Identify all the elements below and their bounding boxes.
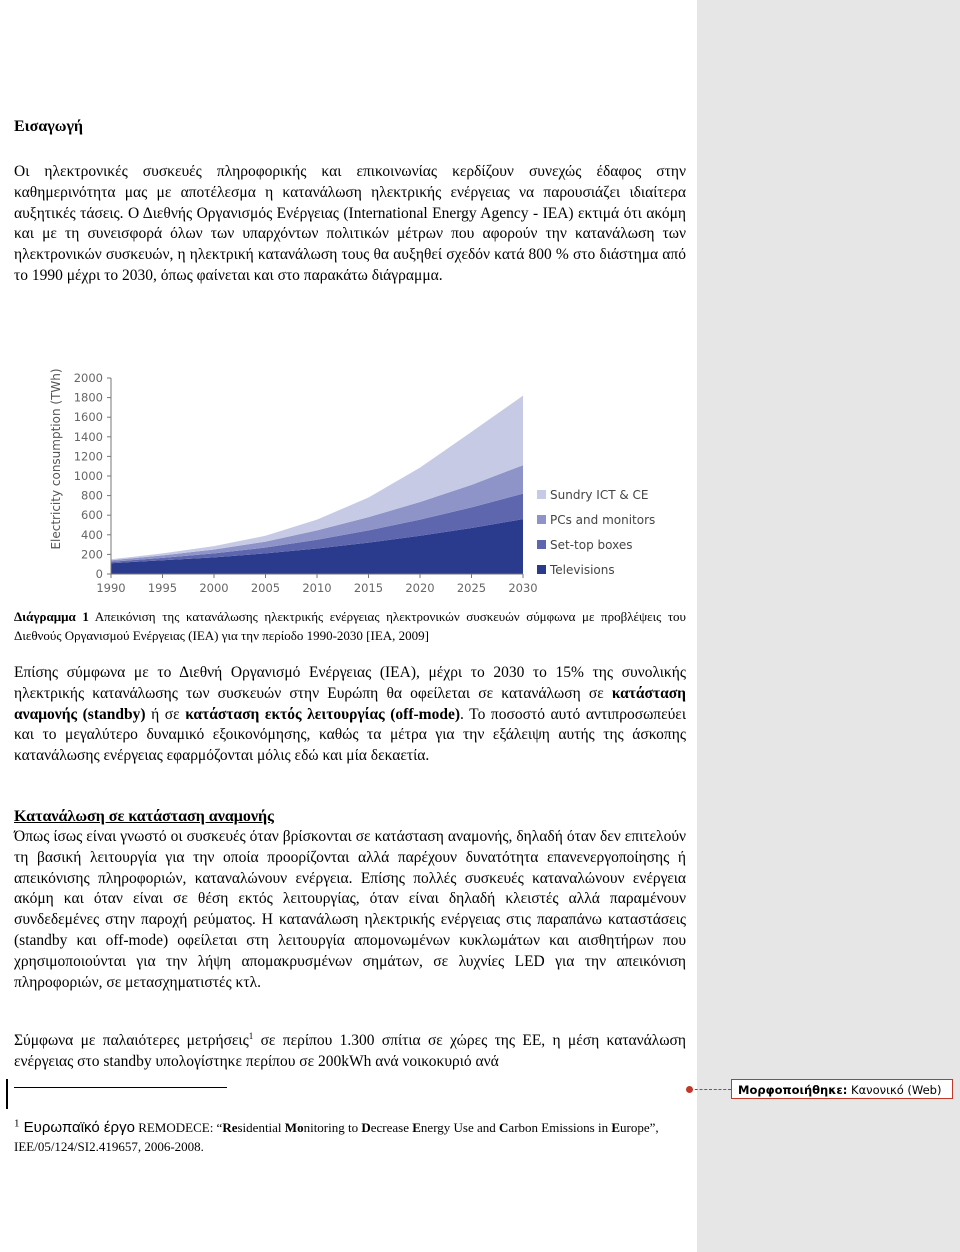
intro-paragraph: Οι ηλεκτρονικές συσκευές πληροφορικής και επικοινωνίας κερδίζουν συνεχώς έδαφος στην καθημερινότητα μας με αποτέλεσμα η κατανάλωση ηλεκτρικής ενέργειας να παρουσιάζει ιδιαίτερα αυξητικές τάσεις. Ο Διεθνής Οργανισμός Ενέργειας (International Energy Agency - IEA) εκτιμά ότι ακόμη και με τη συνεισφορά όλων των υπαρχόντων πολιτικών μέτρων που αφορούν την κατανάλωση των ηλεκτρονικών συσκευών, η ηλεκτρική κατανάλωση τους θα αυξηθεί σχεδόν κατά 800 % στο διάστημα από το 1990 μέχρι το 2030, όπως φαίνεται και στο παρακάτω διάγραμμα. <box>14 163 686 284</box>
section-heading-introduction: Εισαγωγή <box>14 118 84 135</box>
x-tick-label: 1995 <box>147 581 178 595</box>
footnote-text: REMODECE: “ <box>134 1120 223 1135</box>
y-tick-label: 1600 <box>73 410 103 425</box>
legend-swatch <box>537 565 546 574</box>
legend-label: Set-top boxes <box>550 538 633 552</box>
y-tick-label: 200 <box>81 547 103 562</box>
legend-label: Sundry ICT & CE <box>550 488 649 502</box>
p3-text-1: Σύμφωνα με παλαιότερες μετρήσεις <box>14 1032 249 1049</box>
footnote-text: arbon Emissions in <box>508 1120 612 1135</box>
p2-text-3: . Το ποσοστό αυτό αντιπροσωπεύει και το μεγαλύτερο δυναμικό εξοικονόμησης, καθώς τα μέτρα για την εξάλειψη αυτής της άσκοπης κατανάλωσης ενέργειας εφαρμόζονται μόλις εδώ και μία δεκαετία. <box>14 705 686 765</box>
x-tick-label: 2030 <box>508 581 538 595</box>
footnote-text: Re <box>222 1120 238 1135</box>
legend-label: Televisions <box>550 563 615 577</box>
figure-caption <box>14 608 686 645</box>
x-tick-label: 2015 <box>353 581 384 595</box>
y-tick-label: 1000 <box>73 469 103 483</box>
y-tick-label: 1400 <box>73 429 103 444</box>
x-tick-label: 2020 <box>405 581 435 595</box>
caption-text: Απεικόνιση της κατανάλωσης ηλεκτρικής ενέργειας ηλεκτρονικών συσκευών σύμφωνα με προβλέψεις του Διεθνούς Οργανισμού Ενέργειας (IEA) για την περίοδο 1990-2030 [IEA, 2009] <box>14 609 686 643</box>
footnote-text: C <box>499 1120 509 1135</box>
change-bar <box>6 1079 8 1109</box>
footnote <box>14 1118 686 1156</box>
standby-estimate-paragraph <box>14 663 686 767</box>
p2-text-1: Επίσης σύμφωνα με το Διεθνή Οργανισμό Ενέργειας (ΙΕΑ), μέχρι το 2030 το 15% της συνολικής ηλεκτρικής κατανάλωσης των συσκευών στην Ευρώπη θα οφείλεται σε κατανάλωση σε <box>14 664 686 702</box>
comment-margin-panel <box>697 0 960 1252</box>
legend-swatch <box>537 515 546 524</box>
footnote-text: nergy Use and <box>420 1120 500 1135</box>
y-tick-label: 400 <box>81 527 103 542</box>
footnote-text: sidential <box>237 1120 285 1135</box>
comment-value: Κανονικό (Web) <box>847 1083 942 1097</box>
y-axis-label: Electricity consumption (TWh) <box>49 368 63 550</box>
y-tick-label: 2000 <box>73 371 103 385</box>
y-tick-label: 800 <box>81 488 103 503</box>
p2-bold-off-mode: κατάσταση εκτός λειτουργίας (off-mode) <box>185 705 460 723</box>
footnote-ref[interactable]: 1 <box>248 1030 254 1041</box>
legend-swatch <box>537 540 546 549</box>
comment-label: Μορφοποιήθηκε: <box>738 1083 848 1097</box>
y-tick-label: 0 <box>95 567 103 581</box>
footnote-number: 1 <box>14 1117 20 1130</box>
footnote-text: D <box>361 1120 371 1135</box>
x-tick-label: 2000 <box>199 581 229 595</box>
y-tick-label: 1200 <box>73 449 103 464</box>
x-tick-label: 2025 <box>456 581 487 595</box>
y-tick-label: 1800 <box>73 390 103 405</box>
footnote-text: ecrease <box>370 1120 413 1135</box>
footnote-text: E <box>611 1120 621 1135</box>
electricity-consumption-chart <box>46 367 661 599</box>
footnote-text: urope”, IEE/05/124/SI2.419657, 2006-2008. <box>14 1120 659 1154</box>
measurements-paragraph <box>14 1031 686 1073</box>
x-tick-label: 1990 <box>96 581 126 595</box>
x-tick-label: 2005 <box>250 581 281 595</box>
caption-label: Διάγραμμα 1 <box>14 609 89 624</box>
footnote-text: E <box>412 1120 421 1135</box>
legend-label: PCs and monitors <box>550 513 656 527</box>
legend-swatch <box>537 490 546 499</box>
y-tick-label: 600 <box>81 508 103 523</box>
section-heading-standby: Κατανάλωση σε κατάσταση αναμονής <box>14 808 274 825</box>
p3-text-2: σε περίπου 1.300 σπίτια σε χώρες της ΕΕ, η μέση κατανάλωση ενέργειας στο standby υπολογίστηκε περίπου σε 200kWh ανά νοικοκυριό ανά <box>14 1032 686 1070</box>
x-tick-label: 2010 <box>302 581 332 595</box>
comment-connector-line <box>690 1089 731 1090</box>
p2-text-2: ή σε <box>145 705 186 723</box>
footnote-separator <box>14 1087 227 1088</box>
standby-paragraph: Όπως ίσως είναι γνωστό οι συσκευές όταν βρίσκονται σε κατάσταση αναμονής, δηλαδή όταν δεν επιτελούν τη βασική λειτουργία για την οποία προορίζονται αλλά παρέχουν δυνατότητα επανενεργοποίησης ή απεικόνισης πληροφοριών, καταναλώνουν ενέργεια. Επίσης πολλές συσκευές καταναλώνουν ενέργεια ακόμη και όταν είναι σε θέση εκτός λειτουργίας, όταν είναι δηλαδή κλειστές αλλά παραμένουν συνδεδεμένες στην παροχή ρεύματος. Η κατανάλωση ηλεκτρικής ενέργειας στις παραπάνω καταστάσεις (standby και off-mode) οφείλεται στη λειτουργία απομονωμένων κυκλωμάτων και αισθητήρων που χρησιμοποιούνται για την λήψη απομακρυσμένων σημάτων, σε λυχνίες LED για την απεικόνιση πληροφοριών, σε μετασχηματιστές κτλ. <box>14 828 686 991</box>
footnote-text: nitoring to <box>303 1120 362 1135</box>
p2-bold-standby: κατάσταση αναμονής (standby) <box>14 684 686 723</box>
footnote-prefix: Ευρωπαϊκό έργο <box>19 1119 135 1136</box>
footnote-text: Mo <box>284 1120 304 1135</box>
formatting-comment-balloon[interactable] <box>731 1079 953 1099</box>
